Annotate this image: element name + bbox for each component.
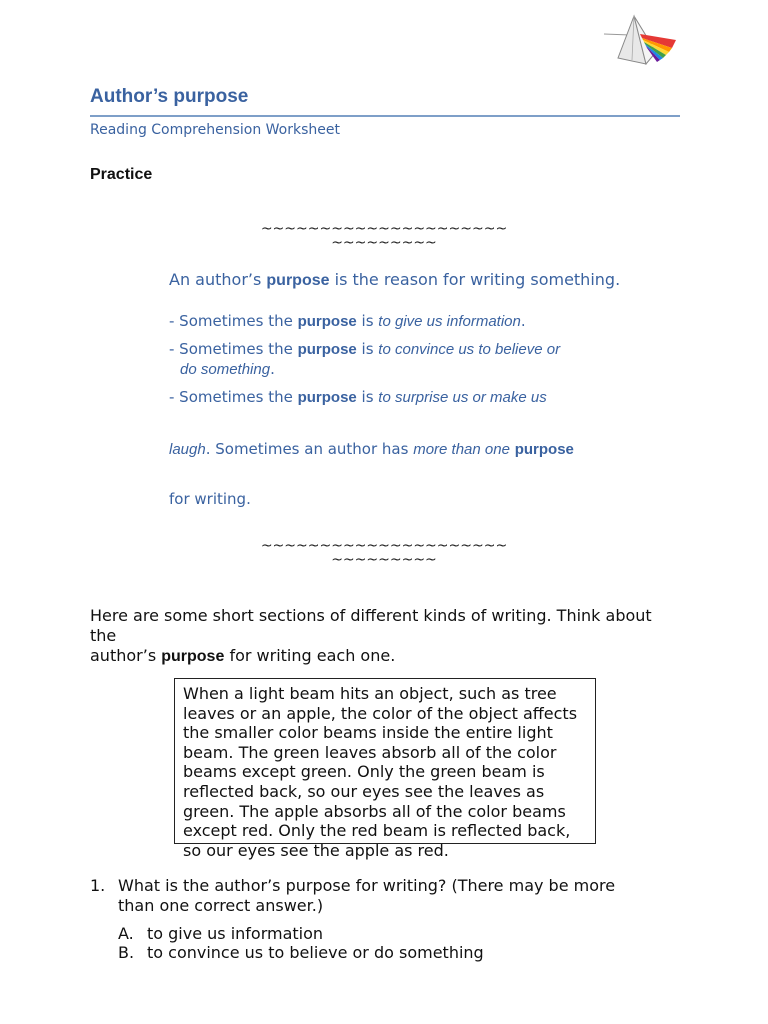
passage-line: When a light beam hits an object, such as tree bbox=[183, 684, 557, 703]
page-title: Author’s purpose bbox=[90, 86, 249, 107]
tilde-divider-top-2: ~~~~~~~~~ bbox=[331, 235, 437, 251]
reading-passage bbox=[174, 678, 596, 860]
tilde-divider-bottom-1: ~~~~~~~~~~~~~~~~~~~~~ bbox=[260, 538, 508, 554]
instructions-line2: the bbox=[90, 626, 117, 645]
page-subtitle: Reading Comprehension Worksheet bbox=[90, 122, 340, 138]
passage-line: the smaller color beams inside the entire light bbox=[183, 723, 553, 743]
passage-line: green. The apple absorbs all of the color beams bbox=[183, 801, 566, 821]
passage-line: so our eyes see the apple as red. bbox=[183, 840, 449, 860]
question-number: 1. bbox=[90, 876, 106, 895]
purpose-definition: An author’s purpose is the reason for writing something. bbox=[169, 270, 621, 289]
bullet-surprise-cont: laugh. Sometimes an author has more than one purpose bbox=[169, 440, 574, 458]
bullet-convince-cont: do something. bbox=[180, 360, 275, 378]
tilde-divider-bottom-2: ~~~~~~~~~ bbox=[331, 552, 437, 568]
passage-line: leaves or an apple, the color of the object affects bbox=[183, 703, 578, 723]
answer-option-b[interactable]: B. to convince us to believe or do something bbox=[118, 943, 484, 962]
answer-option-a[interactable]: A. to give us information bbox=[118, 924, 324, 943]
prism-rainbow-icon bbox=[600, 12, 680, 70]
bullet-convince: - Sometimes the purpose is to convince us to believe or bbox=[169, 340, 561, 358]
tilde-divider-top-1: ~~~~~~~~~~~~~~~~~~~~~ bbox=[260, 221, 508, 237]
bullet-information: - Sometimes the purpose is to give us information. bbox=[169, 312, 526, 330]
bullet-surprise: - Sometimes the purpose is to surprise us or make us bbox=[169, 388, 547, 406]
passage-line: except red. Only the red beam is reflected back, bbox=[183, 821, 571, 841]
question-1-cont: than one correct answer.) bbox=[118, 896, 324, 915]
passage-line: reflected back, so our eyes see the leaves as bbox=[183, 781, 545, 801]
passage-line: beams except green. Only the green beam is bbox=[183, 762, 545, 782]
title-rule bbox=[90, 115, 680, 117]
question-text: What is the author’s purpose for writing? (There may be more bbox=[118, 876, 616, 895]
passage-line: beam. The green leaves absorb all of the color bbox=[183, 742, 557, 762]
section-heading: Practice bbox=[90, 166, 153, 183]
instructions-line3: author’s purpose for writing each one. bbox=[90, 646, 396, 665]
bullet-surprise-tail: for writing. bbox=[169, 490, 251, 508]
instructions-line1: Here are some short sections of different kinds of writing. Think about bbox=[90, 606, 652, 625]
question-1 bbox=[90, 876, 615, 895]
